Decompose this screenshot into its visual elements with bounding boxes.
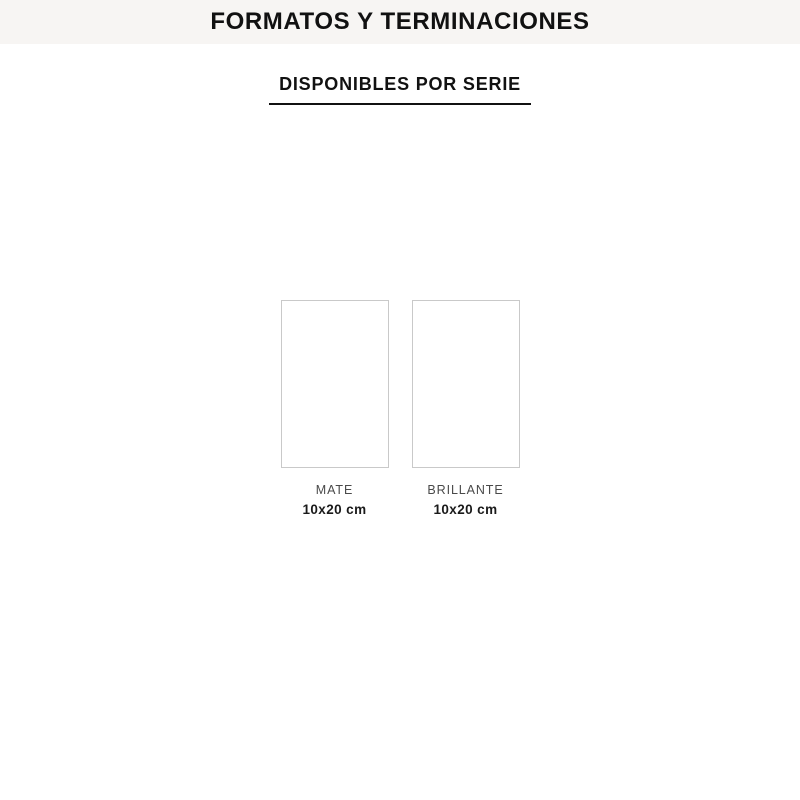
tile-swatch-brillante [412,300,520,468]
page-subtitle: DISPONIBLES POR SERIE [269,74,531,105]
format-item-mate [280,300,390,517]
finish-label-brillante: BRILLANTE [427,483,504,497]
tile-swatch-mate [281,300,389,468]
formats-row [0,300,800,517]
size-label-mate: 10x20 cm [302,502,367,517]
subtitle-container [0,74,800,105]
page-title: FORMATOS Y TERMINACIONES [210,8,590,35]
header-band [0,0,800,44]
finish-label-mate: MATE [315,483,354,497]
format-item-brillante [411,300,521,517]
size-label-brillante: 10x20 cm [433,502,498,517]
